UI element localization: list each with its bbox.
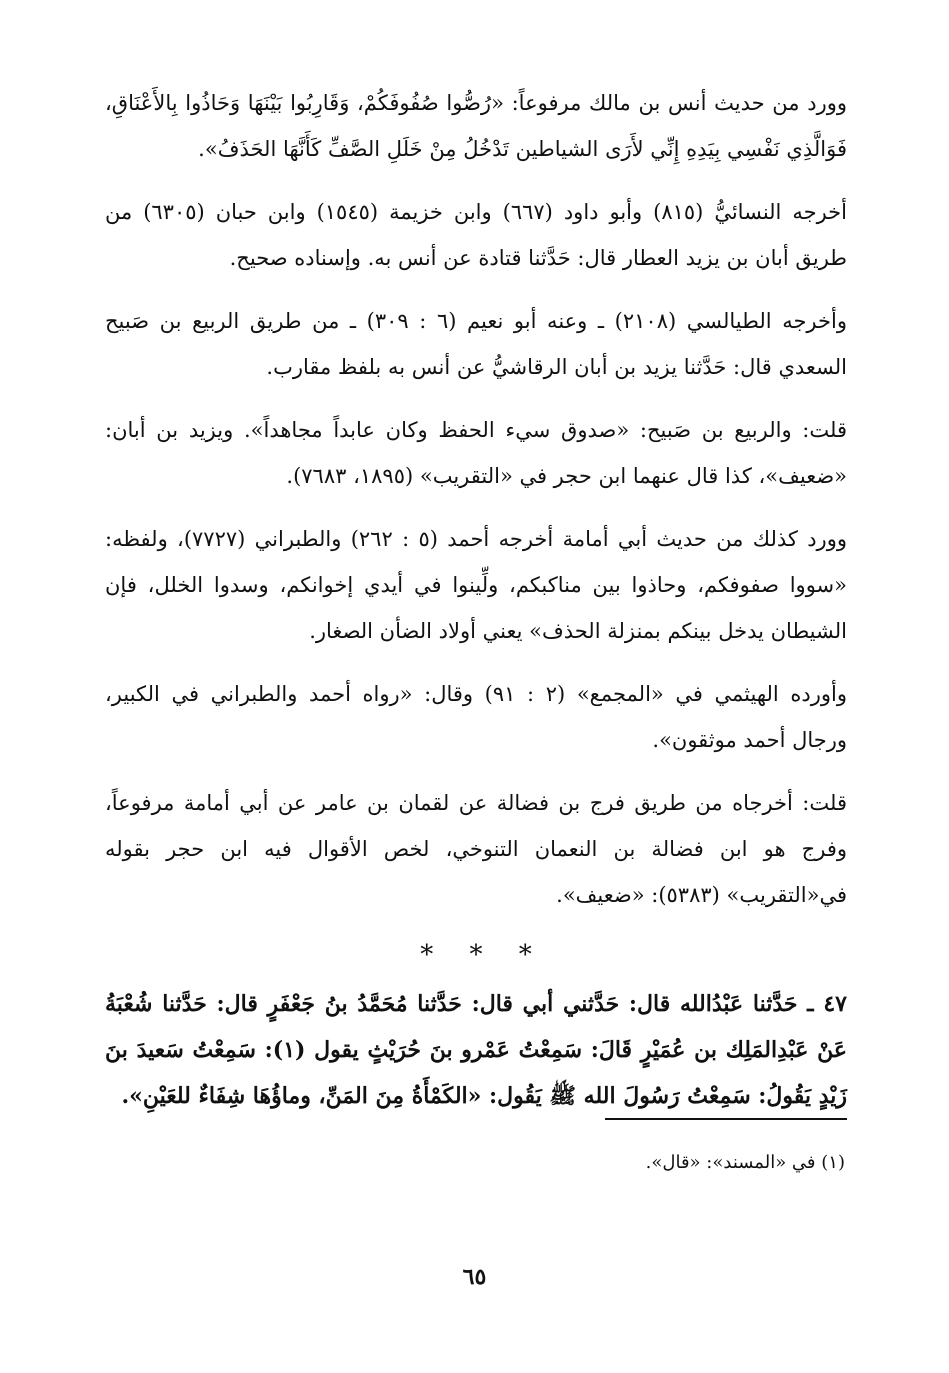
paragraph-haythami: وأورده الهيثمي في «المجمع» (٢ : ٩١) وقال: «رواه أحمد والطبراني في الكبير، ورجال أحمد موثقون». <box>105 682 847 752</box>
paragraph-rabi-grading: قلت: والربيع بن صَبيح: «صدوق سيء الحفظ وكان عابداً مجاهداً». ويزيد بن أبان: «ضعيف»، كذا قال عنهما ابن حجر في «التقريب» (١٨٩٥، ٧٦٨٣). <box>105 418 847 488</box>
paragraph-abu-umama-hadith: وورد كذلك من حديث أبي أمامة أخرجه أحمد (٥ : ٢٦٢) والطبراني (٧٧٢٧)، ولفظه: «سووا صفوفكم، وحاذوا بين مناكبكم، ولِّينوا في أيدي إخوانكم، وسدوا الخلل، فإن الشيطان يدخل بينكم بمنزلة الحذف» يعني أولاد الضأن الصغار. <box>105 527 847 643</box>
separator-star: * <box>469 940 483 970</box>
paragraph-tayalisi-takhrij: وأخرجه الطيالسي (٢١٠٨) ـ وعنه أبو نعيم (٦ : ٣٠٩) ـ من طريق الربيع بن صَبيح السعدي قال: حَدَّثنا يزيد بن أبان الرقاشيُّ عن أنس به بلفظ مقارب. <box>105 309 847 379</box>
footnote: (١) في «المسند»: «قال». <box>645 1152 845 1173</box>
page-number: ٦٥ <box>462 1264 487 1290</box>
separator-star: * <box>518 940 532 970</box>
paragraph-anas-hadith: وورد من حديث أنس بن مالك مرفوعاً: «رُصُّوا صُفُوفَكُمْ، وَقَارِبُوا بَيْنَهَا وَحَاذُوا بِالأَعْنَاقِ، فَوَالَّذِي نَفْسِي بِيَدِهِ إِنِّي لأَرَى الشياطين تَدْخُلُ مِنْ خَلَلِ الصَّفِّ كَأَنَّهَا الحَذَفُ». <box>105 91 847 161</box>
hadith-47: ٤٧ ـ حَدَّثنا عَبْدُالله قال: حَدَّثني أبي قال: حَدَّثنا مُحَمَّدُ بنُ جَعْفَرٍ قال: حَدَّثنا شُعْبَةُ عَنْ عَبْدِالمَلِك بن عُمَيْرٍ قَالَ: سَمِعْتُ عَمْرو بنَ حُرَيْثٍ يقول (١): سَمِعْتُ سَعيدَ بنَ زَيْدٍ يَقُولُ: سَمِعْتُ رَسُولَ الله ﷺ يَقُول: «الكَمْأَةُ مِنَ المَنِّ، وماؤُهَا شِفَاءٌ للعَيْنِ». <box>105 991 848 1109</box>
separator-star: * <box>420 940 434 970</box>
page-body <box>105 80 847 1119</box>
paragraph-nasai-takhrij: أخرجه النسائيُّ (٨١٥) وأبو داود (٦٦٧) وابن خزيمة (١٥٤٥) وابن حبان (٦٣٠٥) من طريق أبان بن يزيد العطار قال: حَدَّثنا قتادة عن أنس به. وإسناده صحيح. <box>105 200 847 270</box>
paragraph-faraj-grading: قلت: أخرجاه من طريق فرج بن فضالة عن لقمان بن عامر عن أبي أمامة مرفوعاً، وفرج هو ابن فضالة بن النعمان التنوخي، لخص الأقوال فيه ابن حجر بقوله في«التقريب» (٥٣٨٣): «ضعيف». <box>105 791 847 907</box>
footnote-divider <box>605 1118 847 1120</box>
section-separator <box>105 935 847 975</box>
